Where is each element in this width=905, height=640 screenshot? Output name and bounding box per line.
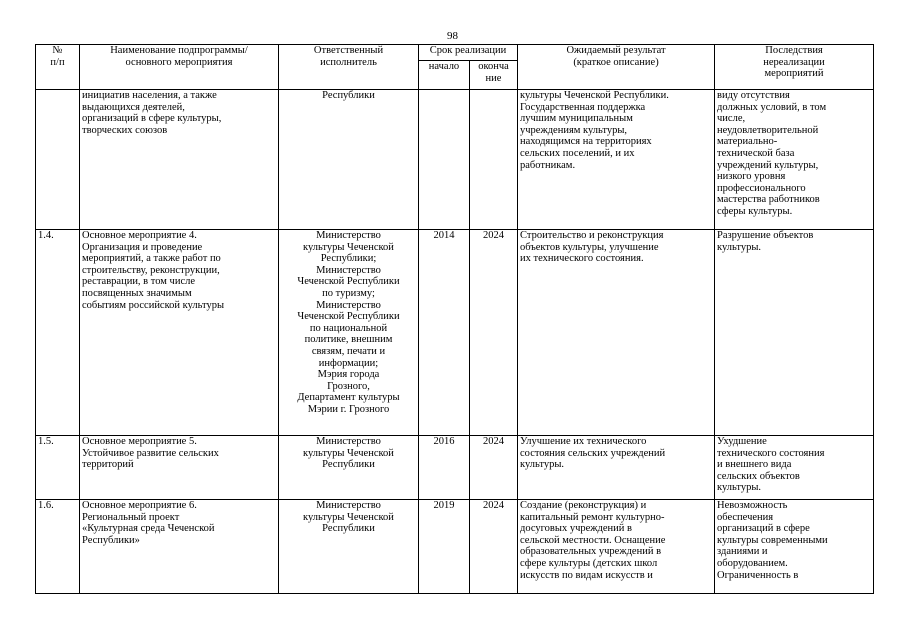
- row-result: Строительство и реконструкция объектов культуры, улучшение их технического состояния.: [518, 230, 715, 436]
- header-num: № п/п: [36, 45, 80, 90]
- table-row: [36, 230, 874, 436]
- row-name: инициатив населения, а также выдающихся деятелей, организаций в сфере культуры, творческих союзов: [80, 90, 279, 230]
- row-consequences: Разрушение объектов культуры.: [715, 230, 874, 436]
- row-end: 2024: [470, 436, 518, 500]
- row-start: 2016: [419, 436, 470, 500]
- row-responsible: Министерство культуры Чеченской Республики; Министерство Чеченской Республики по туризму; Министерство Чеченской Республики по национальной политике, внешним связям, печати и информации; Мэрия города Грозного, Департамент культуры Мэрии г. Грозного: [279, 230, 419, 436]
- row-num: 1.4.: [36, 230, 80, 436]
- table-row: [36, 500, 874, 594]
- header-responsible: Ответственный исполнитель: [279, 45, 419, 90]
- header-end: оконча ние: [470, 61, 518, 90]
- header-name: Наименование подпрограммы/ основного мероприятия: [80, 45, 279, 90]
- row-end: 2024: [470, 500, 518, 594]
- row-start: 2014: [419, 230, 470, 436]
- row-name: Основное мероприятие 6. Региональный проект «Культурная среда Чеченской Республики»: [80, 500, 279, 594]
- row-consequences: Ухудшение технического состояния и внешнего вида сельских объектов культуры.: [715, 436, 874, 500]
- row-responsible: Министерство культуры Чеченской Республики: [279, 500, 419, 594]
- header-consequences: Последствия нереализации мероприятий: [715, 45, 874, 90]
- row-consequences: виду отсутствия должных условий, в том числе, неудовлетворительной материально- технической база учреждений культуры, низкого уровня профессионального мастерства работников сферы культуры.: [715, 90, 874, 230]
- row-responsible: Республики: [279, 90, 419, 230]
- row-num: 1.6.: [36, 500, 80, 594]
- row-end: [470, 90, 518, 230]
- row-start: [419, 90, 470, 230]
- row-result: культуры Чеченской Республики. Государственная поддержка лучшим муниципальным учреждениям культуры, находящимся на территориях сельских поселений, и их работникам.: [518, 90, 715, 230]
- row-end: 2024: [470, 230, 518, 436]
- header-period: Срок реализации: [419, 45, 518, 61]
- row-num: [36, 90, 80, 230]
- row-num: 1.5.: [36, 436, 80, 500]
- row-responsible: Министерство культуры Чеченской Республики: [279, 436, 419, 500]
- row-result: Создание (реконструкция) и капитальный ремонт культурно- досуговых учреждений в сельской местности. Оснащение образовательных учреждений в сфере культуры (детских школ искусств по видам искусств и: [518, 500, 715, 594]
- header-result: Ожидаемый результат (краткое описание): [518, 45, 715, 90]
- row-name: Основное мероприятие 4. Организация и проведение мероприятий, а также работ по строительству, реконструкции, реставрации, в том числе посвященных значимым событиям российской культуры: [80, 230, 279, 436]
- page-number: 98: [447, 30, 458, 42]
- row-consequences: Невозможность обеспечения организаций в сфере культуры современными зданиями и оборудованием. Ограниченность в: [715, 500, 874, 594]
- table-row: [36, 436, 874, 500]
- row-start: 2019: [419, 500, 470, 594]
- program-table: [35, 44, 874, 594]
- table-row: [36, 90, 874, 230]
- header-start: начало: [419, 61, 470, 90]
- row-result: Улучшение их технического состояния сельских учреждений культуры.: [518, 436, 715, 500]
- row-name: Основное мероприятие 5. Устойчивое развитие сельских территорий: [80, 436, 279, 500]
